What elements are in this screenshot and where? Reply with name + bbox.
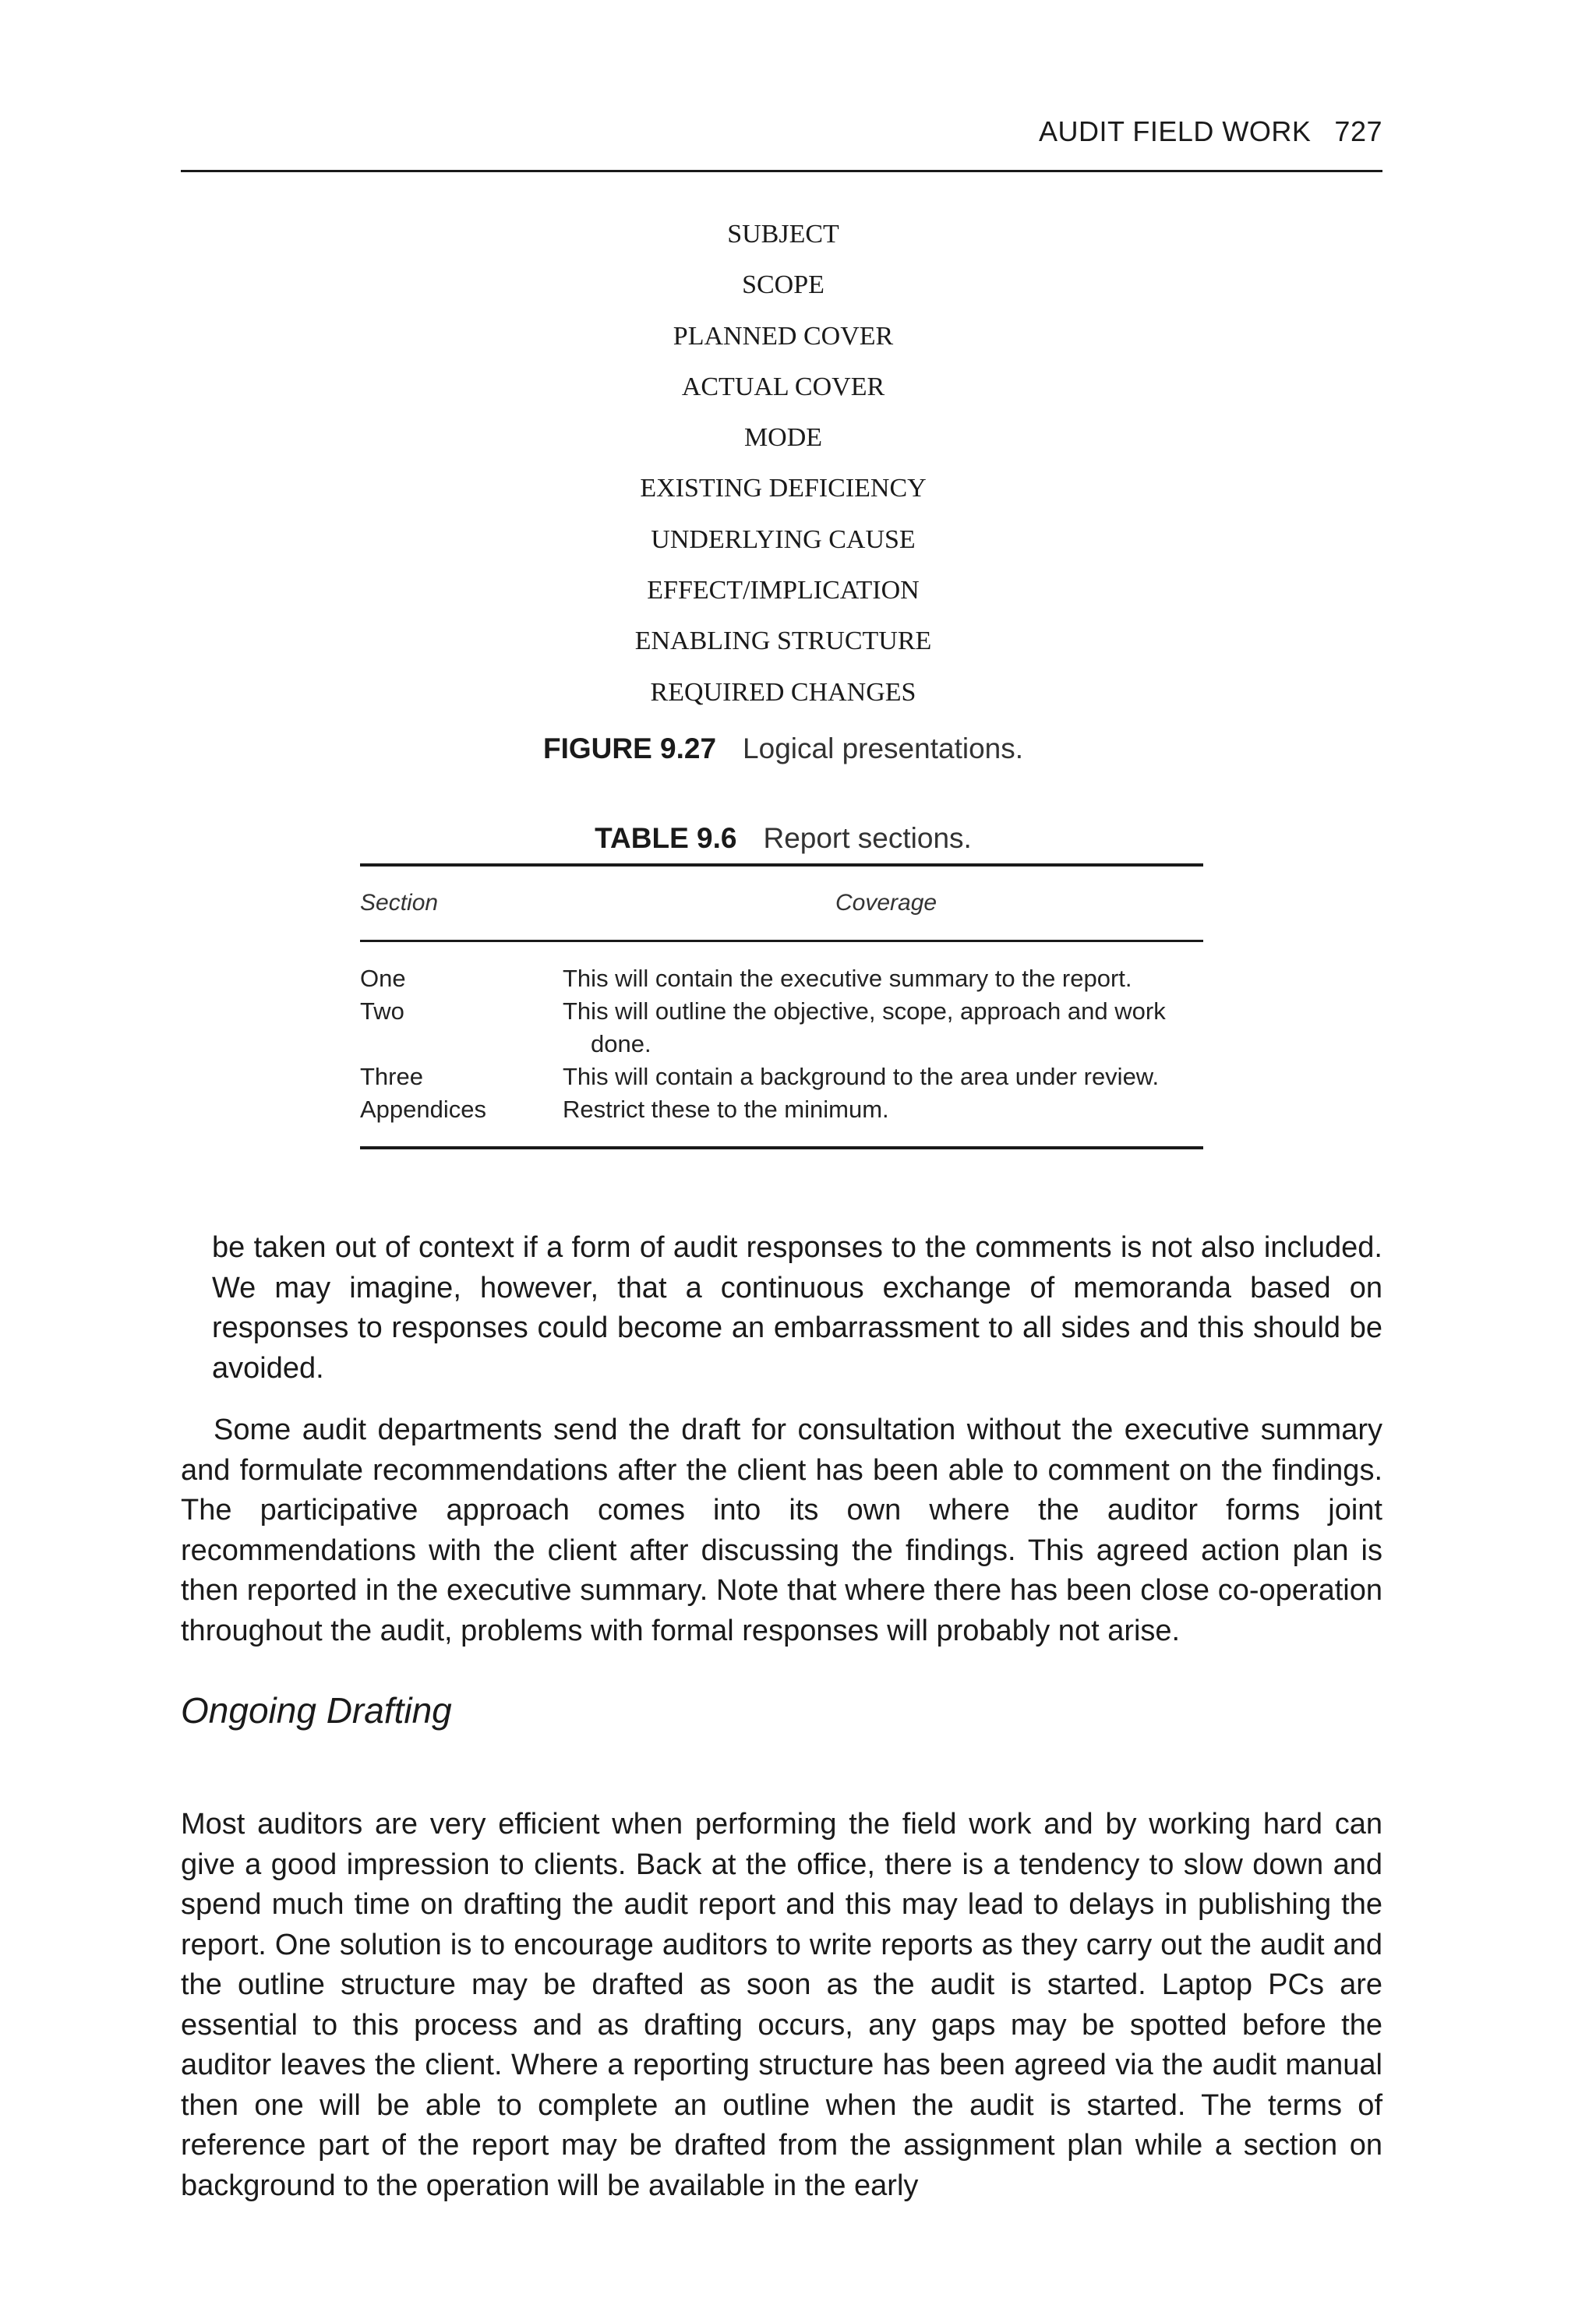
figure-item: EXISTING DEFICIENCY: [640, 474, 927, 503]
cell-section: One: [360, 965, 406, 992]
cell-coverage: Restrict these to the minimum.: [563, 1096, 889, 1123]
cell-section: Two: [360, 997, 404, 1025]
figure-caption: [0, 732, 1566, 765]
cell-coverage-continuation: done.: [591, 1030, 651, 1057]
figure-item: REQUIRED CHANGES: [650, 677, 916, 707]
header-coverage: Coverage: [835, 890, 937, 916]
figure-caption-text: Logical presentations.: [743, 732, 1024, 764]
running-title: AUDIT FIELD WORK: [1039, 115, 1312, 147]
report-sections-table: [360, 863, 1203, 1149]
table-label: TABLE 9.6: [595, 822, 737, 854]
section-heading: Ongoing Drafting: [181, 1690, 452, 1731]
running-header: [181, 115, 1382, 172]
figure-item: SUBJECT: [727, 220, 839, 249]
figure-logical-presentations: [0, 209, 1566, 718]
figure-item: MODE: [743, 423, 823, 453]
figure-item: PLANNED COVER: [673, 321, 894, 351]
table-caption-text: Report sections.: [763, 822, 972, 854]
paragraph-consultation: Some audit departments send the draft for consultation without the executive summary and formulate recommendations after the client has been able to comment on the findings. The participative approach comes into its own where the auditor forms joint recommendations with the client after discussing the findings. This agreed action plan is then reported in the executive summary. Note that where there has been close co-operation throughout the audit, problems with formal responses will probably not arise.: [181, 1414, 1382, 1647]
cell-coverage: This will contain the executive summary to the report.: [563, 965, 1132, 992]
figure-item: ACTUAL COVER: [681, 372, 885, 401]
table-body: [360, 942, 1203, 1146]
cell-section: Appendices: [360, 1096, 487, 1123]
table-caption: [0, 822, 1566, 855]
figure-item: EFFECT/IMPLICATION: [647, 576, 920, 605]
table-row: [360, 995, 1203, 1061]
figure-item: UNDERLYING CAUSE: [651, 524, 916, 554]
table-bottom-rule: [360, 1146, 1203, 1149]
cell-coverage: This will contain a background to the area under review.: [563, 1063, 1160, 1090]
page-number: 727: [1334, 115, 1382, 147]
table-header-row: [360, 867, 1203, 940]
cell-coverage: This will outline the objective, scope, approach and work: [563, 997, 1166, 1025]
cell-section: Three: [360, 1063, 423, 1090]
figure-item: SCOPE: [742, 270, 824, 300]
paragraph-ongoing-drafting: Most auditors are very efficient when performing the field work and by working hard can give a good impression to clients. Back at the office, there is a tendency to slow down and spend much time on drafting the audit report and this may lead to delays in publishing the report. One solution is to encourage auditors to write reports as they carry out the audit and the outline structure may be drafted as soon as the audit is started. Laptop PCs are essential to this process and as drafting occurs, any gaps may be spotted before the auditor leaves the client. Where a reporting structure has been agreed via the audit manual then one will be able to complete an outline when the audit is started. The terms of reference part of the report may be drafted from the assignment plan while a section on background to the operation will be available in the early: [181, 1808, 1382, 2202]
paragraph-continued: be taken out of context if a form of audit responses to the comments is not also included. We may imagine, however, that a continuous exchange of memoranda based on responses to responses could become an embarrassment to all sides and this should be avoided.: [212, 1231, 1382, 1385]
header-section: Section: [360, 890, 439, 916]
figure-label: FIGURE 9.27: [542, 732, 717, 764]
table-row: [360, 1061, 1203, 1093]
table-row: [360, 962, 1203, 995]
table-row: [360, 1093, 1203, 1126]
figure-item: ENABLING STRUCTURE: [634, 627, 932, 656]
